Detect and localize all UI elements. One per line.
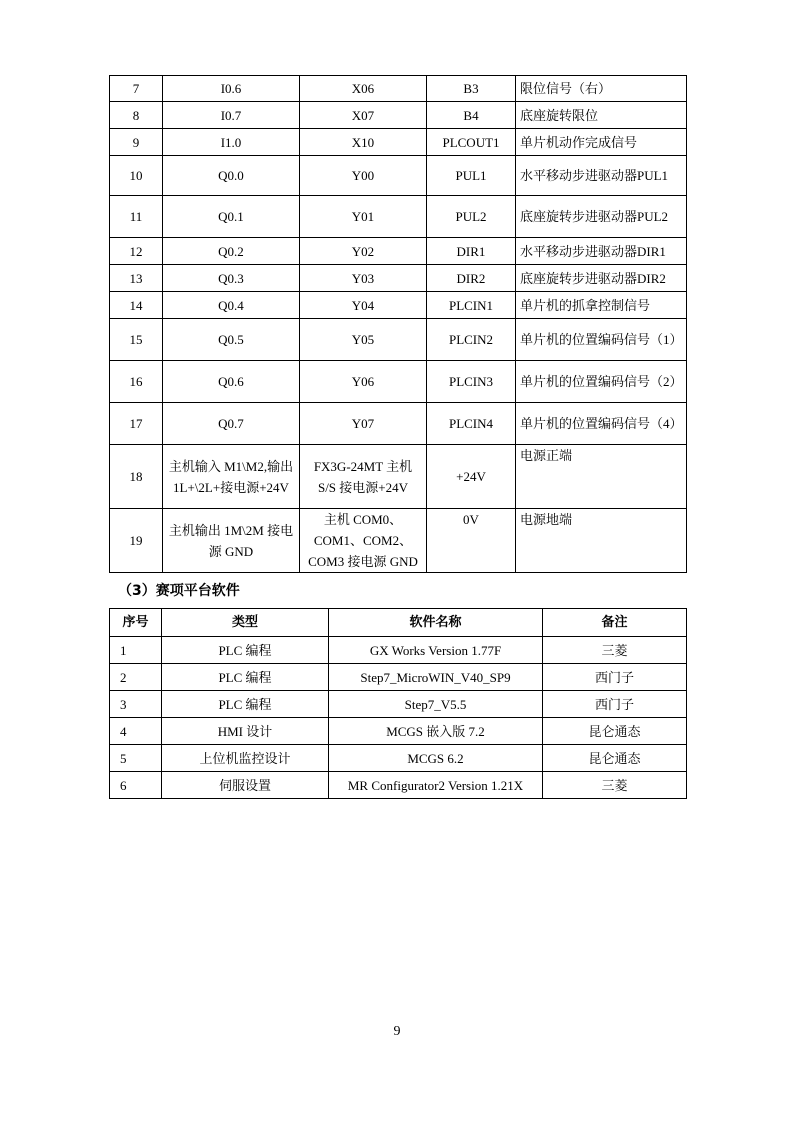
fx-address: Y01 — [300, 196, 427, 238]
fx-address: Y04 — [300, 292, 427, 319]
s7-address: 主机输出 1M\2M 接电源 GND — [163, 509, 300, 573]
fx-address: Y06 — [300, 361, 427, 403]
signal-description: 单片机动作完成信号 — [516, 129, 687, 156]
signal-description: 底座旋转限位 — [516, 102, 687, 129]
table-row — [110, 718, 687, 745]
table-row — [110, 361, 687, 403]
software-type: PLC 编程 — [162, 637, 329, 664]
software-type: 上位机监控设计 — [162, 745, 329, 772]
s7-address: Q0.0 — [163, 156, 300, 196]
header-note: 备注 — [543, 609, 687, 637]
table-row — [110, 509, 687, 573]
table-row — [110, 691, 687, 718]
row-number: 7 — [110, 76, 163, 102]
software-table — [109, 608, 687, 799]
row-number: 15 — [110, 319, 163, 361]
table-row — [110, 129, 687, 156]
section-title: （3）赛项平台软件 — [118, 583, 240, 599]
row-number: 11 — [110, 196, 163, 238]
table-row — [110, 745, 687, 772]
software-note: 三菱 — [543, 637, 687, 664]
software-name: MR Configurator2 Version 1.21X — [329, 772, 543, 799]
signal-name: B4 — [427, 102, 516, 129]
row-number: 6 — [110, 772, 162, 799]
software-type: HMI 设计 — [162, 718, 329, 745]
row-number: 2 — [110, 664, 162, 691]
table-row — [110, 76, 687, 102]
fx-address: Y03 — [300, 265, 427, 292]
signal-description: 水平移动步进驱动器PUL1 — [516, 156, 687, 196]
table-row — [110, 664, 687, 691]
table-row — [110, 772, 687, 799]
row-number: 12 — [110, 238, 163, 265]
io-assignment-table — [109, 75, 687, 573]
fx-address: Y05 — [300, 319, 427, 361]
fx-address: X06 — [300, 76, 427, 102]
row-number: 4 — [110, 718, 162, 745]
row-number: 13 — [110, 265, 163, 292]
signal-description: 底座旋转步进驱动器PUL2 — [516, 196, 687, 238]
software-name: MCGS 嵌入版 7.2 — [329, 718, 543, 745]
signal-name: +24V — [427, 445, 516, 509]
row-number: 8 — [110, 102, 163, 129]
fx-address: 主机 COM0、COM1、COM2、COM3 接电源 GND — [300, 509, 427, 573]
table-row — [110, 319, 687, 361]
software-type: PLC 编程 — [162, 664, 329, 691]
signal-name: PLCIN2 — [427, 319, 516, 361]
table-row — [110, 637, 687, 664]
software-name: Step7_V5.5 — [329, 691, 543, 718]
io-table-body — [110, 76, 687, 573]
software-table-header — [110, 609, 687, 637]
software-type: 伺服设置 — [162, 772, 329, 799]
row-number: 18 — [110, 445, 163, 509]
software-name: MCGS 6.2 — [329, 745, 543, 772]
fx-address: Y07 — [300, 403, 427, 445]
header-software-name: 软件名称 — [329, 609, 543, 637]
signal-name: PLCIN4 — [427, 403, 516, 445]
row-number: 17 — [110, 403, 163, 445]
table-row — [110, 445, 687, 509]
signal-name: PLCIN3 — [427, 361, 516, 403]
software-note: 西门子 — [543, 664, 687, 691]
row-number: 16 — [110, 361, 163, 403]
software-name: GX Works Version 1.77F — [329, 637, 543, 664]
row-number: 19 — [110, 509, 163, 573]
row-number: 14 — [110, 292, 163, 319]
software-note: 三菱 — [543, 772, 687, 799]
signal-description: 单片机的位置编码信号（4） — [516, 403, 687, 445]
software-type: PLC 编程 — [162, 691, 329, 718]
signal-description: 水平移动步进驱动器DIR1 — [516, 238, 687, 265]
signal-name: B3 — [427, 76, 516, 102]
signal-description: 电源地端 — [516, 509, 687, 573]
row-number: 3 — [110, 691, 162, 718]
s7-address: I1.0 — [163, 129, 300, 156]
row-number: 1 — [110, 637, 162, 664]
s7-address: Q0.1 — [163, 196, 300, 238]
table-row — [110, 265, 687, 292]
software-note: 昆仑通态 — [543, 745, 687, 772]
signal-description: 单片机的位置编码信号（1） — [516, 319, 687, 361]
s7-address: Q0.5 — [163, 319, 300, 361]
software-note: 西门子 — [543, 691, 687, 718]
page-number: 9 — [393, 1024, 401, 1039]
software-note: 昆仑通态 — [543, 718, 687, 745]
fx-address: X10 — [300, 129, 427, 156]
row-number: 10 — [110, 156, 163, 196]
table-row — [110, 196, 687, 238]
s7-address: Q0.7 — [163, 403, 300, 445]
s7-address: 主机输入 M1\M2,输出 1L+\2L+接电源+24V — [163, 445, 300, 509]
signal-name: PLCIN1 — [427, 292, 516, 319]
s7-address: Q0.3 — [163, 265, 300, 292]
s7-address: Q0.6 — [163, 361, 300, 403]
fx-address: FX3G-24MT 主机 S/S 接电源+24V — [300, 445, 427, 509]
s7-address: Q0.2 — [163, 238, 300, 265]
table-row — [110, 238, 687, 265]
signal-name: PUL2 — [427, 196, 516, 238]
signal-description: 单片机的抓拿控制信号 — [516, 292, 687, 319]
signal-name: PLCOUT1 — [427, 129, 516, 156]
header-type: 类型 — [162, 609, 329, 637]
fx-address: X07 — [300, 102, 427, 129]
table-row — [110, 403, 687, 445]
table-row — [110, 102, 687, 129]
signal-description: 单片机的位置编码信号（2） — [516, 361, 687, 403]
signal-name: DIR2 — [427, 265, 516, 292]
header-no: 序号 — [110, 609, 162, 637]
fx-address: Y02 — [300, 238, 427, 265]
signal-description: 底座旋转步进驱动器DIR2 — [516, 265, 687, 292]
table-row — [110, 292, 687, 319]
signal-name: PUL1 — [427, 156, 516, 196]
signal-name: 0V — [427, 509, 516, 573]
s7-address: I0.7 — [163, 102, 300, 129]
table-row — [110, 156, 687, 196]
s7-address: I0.6 — [163, 76, 300, 102]
signal-description: 限位信号（右） — [516, 76, 687, 102]
fx-address: Y00 — [300, 156, 427, 196]
signal-description: 电源正端 — [516, 445, 687, 509]
software-name: Step7_MicroWIN_V40_SP9 — [329, 664, 543, 691]
row-number: 5 — [110, 745, 162, 772]
s7-address: Q0.4 — [163, 292, 300, 319]
signal-name: DIR1 — [427, 238, 516, 265]
row-number: 9 — [110, 129, 163, 156]
software-table-body — [110, 637, 687, 799]
